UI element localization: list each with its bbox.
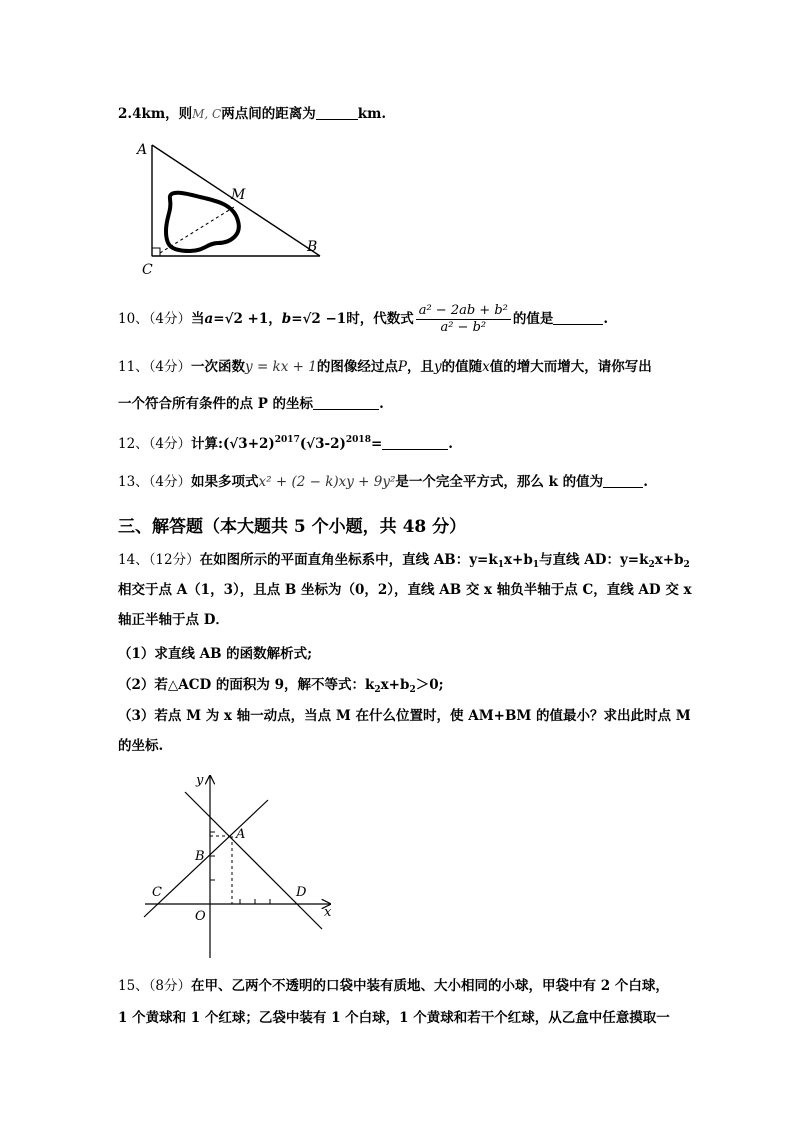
q10-value-a: √2 +1 — [224, 311, 269, 327]
q12-text2: +2) — [247, 436, 275, 452]
q15-number: 15、 — [118, 978, 149, 994]
q14-score: （12分） — [148, 552, 200, 568]
label-a: A — [137, 142, 148, 158]
q10-line — [118, 303, 608, 336]
q12-text1: 计算:( — [191, 436, 230, 452]
q13-number: 13、 — [118, 474, 149, 490]
q14-part1: （1）求直线 AB 的函数解析式; — [118, 646, 313, 662]
q14-line3: 轴正半轴于点 D． — [118, 612, 229, 628]
label-d: D — [296, 885, 307, 900]
label-c: C — [152, 885, 162, 900]
q10-var-b: b — [281, 311, 292, 327]
label-c: C — [142, 262, 153, 278]
q11-text2: 的图像经过点 — [316, 359, 398, 375]
q12-text4: -2) — [324, 436, 346, 452]
q11-end: . — [379, 396, 384, 412]
q11-number: 11、 — [118, 359, 149, 375]
q13-polynomial: x² + (2 − k)xy + 9y² — [258, 474, 396, 490]
q14-text-c: 与直线 AD：y=k — [539, 552, 649, 568]
q14-part2-sub2: 2 — [409, 685, 416, 695]
q11-text5: 值的增大而增大，请你写出 — [489, 359, 652, 375]
q14-line1 — [118, 550, 690, 575]
q14-number: 14、 — [118, 552, 149, 568]
q11-var-x: x — [482, 359, 490, 375]
q11-line2 — [118, 394, 384, 414]
q10-fraction — [416, 303, 511, 336]
q11-answer-blank[interactable] — [313, 395, 379, 410]
q12-text3: ( — [299, 436, 307, 452]
right-angle-mark — [152, 248, 160, 256]
q10-text2: 时，代数式 — [346, 311, 414, 327]
q14-part2-text3: ＞0; — [415, 677, 444, 693]
q12-score: （4分） — [148, 436, 192, 452]
q9-answer-blank[interactable] — [316, 105, 358, 120]
q14-sub1: 1 — [497, 560, 504, 570]
label-y: y — [196, 773, 204, 788]
q14-part2-text2: x+b — [380, 677, 410, 693]
q11-line1 — [118, 357, 652, 377]
q11-text4: 的值随 — [441, 359, 483, 375]
label-b: B — [307, 239, 318, 255]
section-heading: 三、解答题（本大题共 5 个小题，共 48 分） — [118, 517, 467, 537]
q12-root1: √3 — [229, 436, 248, 452]
q10-answer-blank[interactable] — [553, 310, 603, 325]
label-x: x — [324, 905, 332, 920]
q10-text: 当 — [191, 311, 205, 327]
q13-line — [118, 472, 648, 492]
q14-part2-text: （2）若△ACD 的面积为 9，解不等式：k — [118, 677, 375, 693]
q9-unit: km. — [357, 106, 387, 122]
q11-text3: ，且 — [406, 359, 434, 375]
label-a: A — [236, 827, 246, 842]
line-ab — [144, 800, 268, 917]
q11-function: y = kx + 1 — [245, 359, 317, 375]
q13-end: . — [643, 474, 648, 490]
label-m: M — [231, 187, 246, 203]
q14-text-b: x+b — [503, 552, 533, 568]
q9-text-post: 两点间的距离为 — [221, 106, 316, 122]
q14-line2: 相交于点 A（1，3），且点 B 坐标为（0，2），直线 AB 交 x 轴负半轴于点 C，直线 AD 交 x — [118, 582, 692, 598]
q15-score: （8分） — [148, 978, 192, 994]
q10-end: . — [603, 311, 609, 327]
q12-exp1: 2017 — [274, 435, 300, 445]
q12-number: 12、 — [118, 436, 149, 452]
q10-frac-numerator: a² − 2ab + b² — [416, 303, 511, 320]
q13-answer-blank[interactable] — [603, 473, 643, 488]
q14-text-a: 在如图所示的平面直角坐标系中，直线 AB：y=k — [199, 552, 498, 568]
q12-answer-blank[interactable] — [382, 435, 448, 450]
q9-text-pre: 2.4km，则 — [118, 106, 193, 122]
coordinate-figure — [140, 770, 340, 965]
q11-score: （4分） — [148, 359, 192, 375]
label-b: B — [195, 849, 205, 864]
q10-comma: ， — [268, 311, 282, 327]
q15-line2: 1 个黄球和 1 个红球；乙袋中装有 1 个白球，1 个黄球和若干个红球，从乙盒中任意摸取一 — [118, 1010, 670, 1026]
q10-eq1: = — [213, 311, 225, 327]
q11-var-y: y — [433, 359, 442, 375]
q15-line1 — [118, 976, 669, 996]
q10-frac-denominator: a² − b² — [440, 320, 487, 335]
q10-value-b: √2 −1 — [302, 311, 347, 327]
label-o: O — [195, 909, 206, 924]
q15-text1: 在甲、乙两个不透明的口袋中装有质地、大小相同的小球，甲袋中有 2 个白球， — [191, 978, 669, 994]
q12-text5: = — [370, 436, 383, 452]
q9-tail-line — [118, 104, 386, 124]
q13-text2: 是一个完全平方式，那么 k 的值为 — [395, 474, 604, 490]
triangle-lake-figure — [130, 135, 330, 280]
q14-text-d: x+b — [654, 552, 684, 568]
q14-part3-line1: （3）若点 M 为 x 轴一动点，当点 M 在什么位置时，使 AM+BM 的值最小？求出此时点 M — [118, 708, 691, 724]
q11-point-p: P — [397, 359, 407, 375]
q14-sub2: 1 — [532, 560, 540, 570]
q12-exp2: 2018 — [345, 435, 371, 445]
q14-sub4: 2 — [683, 560, 690, 570]
q12-root2: √3 — [306, 436, 325, 452]
q11-text6: 一个符合所有条件的点 P 的坐标 — [118, 396, 314, 412]
q14-part2 — [118, 675, 444, 700]
q14-part3-line2: 的坐标. — [118, 738, 164, 754]
q10-text3: 的值是 — [512, 311, 554, 327]
q13-score: （4分） — [148, 474, 192, 490]
q10-number: 10、 — [118, 311, 149, 327]
q9-mc: M, C — [192, 107, 222, 121]
q11-text1: 一次函数 — [191, 359, 246, 375]
q14-part2-sub1: 2 — [374, 685, 381, 695]
q10-eq2: = — [291, 311, 303, 327]
q10-score: （4分） — [148, 311, 192, 327]
q12-end: . — [448, 436, 453, 452]
q14-sub3: 2 — [648, 560, 655, 570]
q10-var-a: a — [204, 311, 214, 327]
dashed-segment-mc — [160, 207, 234, 253]
q13-text1: 如果多项式 — [191, 474, 259, 490]
q12-line — [118, 430, 453, 454]
